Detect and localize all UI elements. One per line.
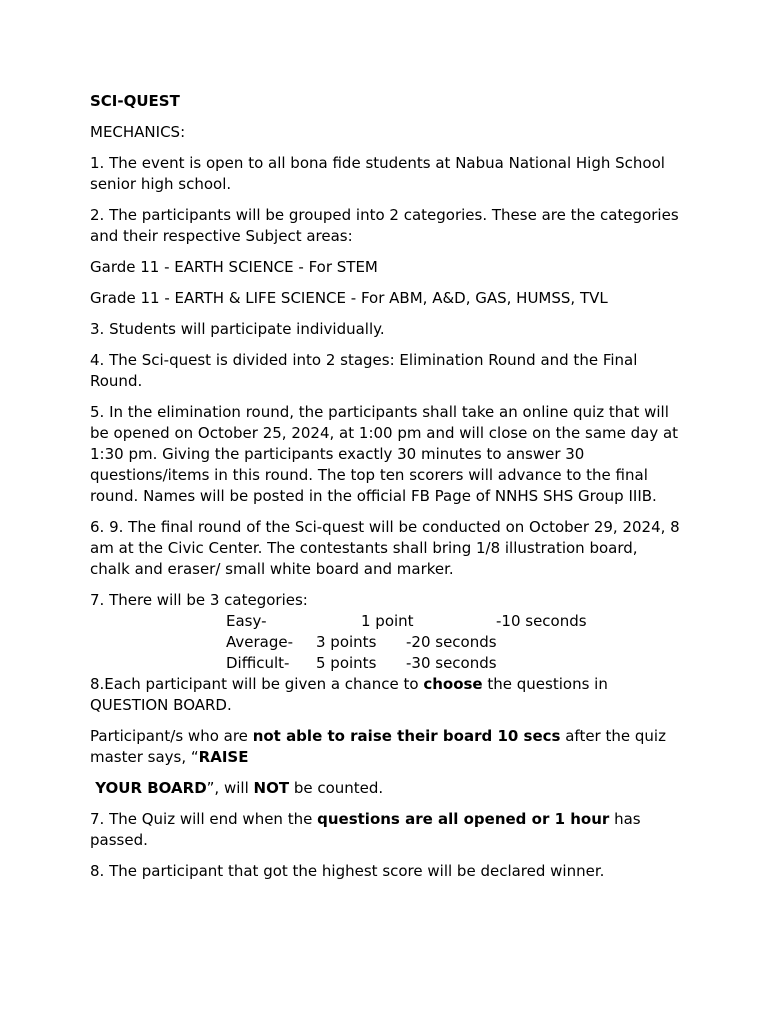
rule-6: 6. 9. The final round of the Sci-quest will be conducted on October 29, 2024, 8 am at the Civic Center. The contestants shall bring 1/8 illustration board, chalk and eraser/ small white board and marker. (90, 518, 680, 578)
not-bold: NOT (253, 779, 290, 797)
winner-rule: 8. The participant that got the highest score will be declared winner. (90, 862, 605, 880)
rule-8-text-end: the questions in QUESTION BOARD. (90, 675, 608, 714)
quiz-end-rule (90, 809, 680, 851)
raise-rule-text-mid: after the quiz master says, “ (90, 727, 666, 766)
category-name: Average- (226, 633, 294, 651)
category-row-average (226, 632, 680, 653)
raise-rule-bold: not able to raise their board 10 secs (252, 727, 561, 745)
category-row-easy (226, 611, 680, 632)
rule-4: 4. The Sci-quest is divided into 2 stages: Elimination Round and the Final Round. (90, 351, 638, 390)
quiz-end-text-end: has passed. (90, 810, 641, 849)
raise-board-rule (90, 726, 680, 768)
quiz-end-text: 7. The Quiz will end when the (90, 810, 318, 828)
quiz-end-bold: questions are all opened or 1 hour (317, 810, 610, 828)
rule-3: 3. Students will participate individually. (90, 320, 385, 338)
raise-board-rule-cont (90, 778, 680, 799)
category-time: -10 seconds (496, 612, 587, 630)
category-points: 1 point (361, 612, 414, 630)
doc-title: SCI-QUEST (90, 92, 180, 110)
rule-5: 5. In the elimination round, the participants shall take an online quiz that will be opened on October 25, 2024, at 1:00 pm and will close on the same day at 1:30 pm. Giving the participants exactly 30 minutes to answer 30 questions/items in this round. The top ten scorers will advance to the final round. Names will be posted in the official FB Page of NNHS SHS Group IIIB. (90, 403, 679, 505)
category-time: -20 seconds (406, 633, 497, 651)
difficulty-categories (226, 611, 680, 674)
rule-8 (90, 674, 680, 716)
category-points: 3 points (316, 633, 377, 651)
document-page (90, 91, 680, 892)
rule-8-text: 8.Each participant will be given a chance to (90, 675, 424, 693)
category-time: -30 seconds (406, 654, 497, 672)
category-grade: Grade 11 - EARTH & LIFE SCIENCE - For ABM, A&D, GAS, HUMSS, TVL (90, 289, 608, 307)
your-board-bold: YOUR BOARD (90, 779, 207, 797)
rule-7: 7. There will be 3 categories: (90, 591, 308, 609)
category-garde: Garde 11 - EARTH SCIENCE - For STEM (90, 258, 378, 276)
category-row-difficult (226, 653, 680, 674)
category-name: Easy- (226, 612, 267, 630)
raise-cont-end: be counted. (289, 779, 384, 797)
raise-rule-bold-raise: RAISE (198, 748, 249, 766)
category-name: Difficult- (226, 654, 290, 672)
raise-cont-text: ”, will (206, 779, 254, 797)
mechanics-heading: MECHANICS: (90, 123, 186, 141)
rule-8-bold: choose (423, 675, 483, 693)
rule-2: 2. The participants will be grouped into 2 categories. These are the categories and their respective Subject areas: (90, 206, 679, 245)
raise-rule-text: Participant/s who are (90, 727, 253, 745)
category-points: 5 points (316, 654, 377, 672)
rule-1: 1. The event is open to all bona fide students at Nabua National High School senior high school. (90, 154, 665, 193)
